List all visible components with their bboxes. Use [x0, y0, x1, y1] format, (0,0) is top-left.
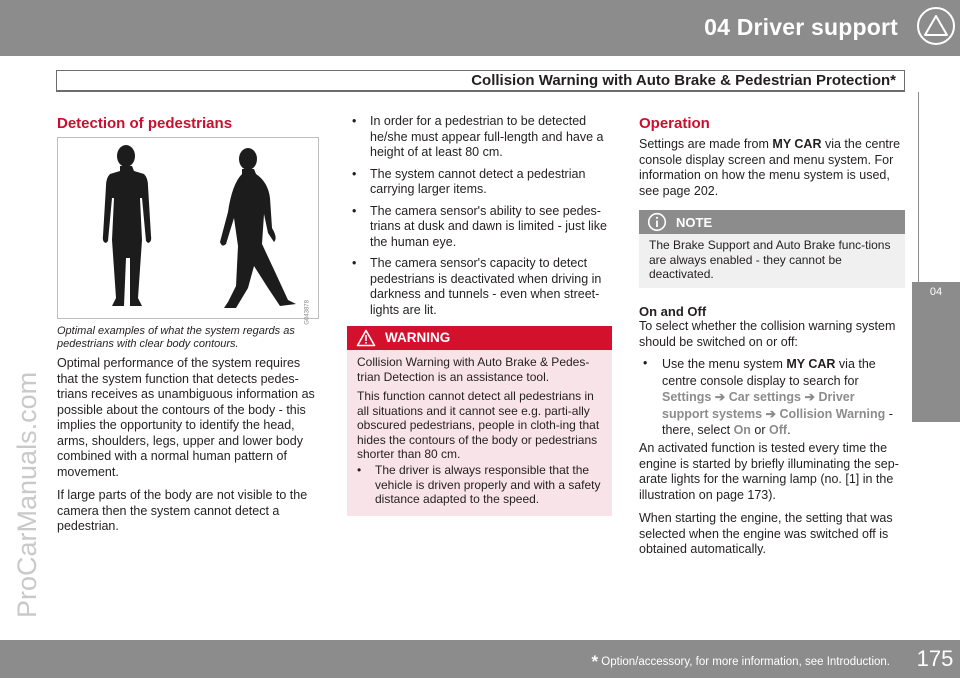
- menu-on: On: [733, 423, 751, 437]
- arrow-right-icon: ➔: [714, 390, 726, 404]
- section-title: Collision Warning with Auto Brake & Pedestrian Protection*: [471, 72, 896, 89]
- menu-support-systems: support systems: [662, 406, 763, 421]
- arrow-right-icon: ➔: [765, 406, 776, 421]
- standing-pedestrian-silhouette: [103, 145, 151, 306]
- instruction-text: there, select: [662, 423, 734, 437]
- info-icon: [647, 212, 667, 232]
- page-number-box: [910, 640, 960, 678]
- walking-pedestrian-silhouette: [220, 148, 296, 308]
- paragraph-operation: [639, 137, 907, 199]
- paragraph-body-not-visible: If large parts of the body are not visible to the camera then the system cannot detect a pedestrian.: [57, 488, 308, 533]
- bullet-marker: •: [643, 356, 648, 370]
- chapter-title: 04 Driver support: [704, 14, 898, 40]
- instruction-text: Use the menu system: [662, 357, 787, 371]
- footer-note-text: Option/accessory, for more information, see Introduction.: [598, 656, 890, 668]
- footer-note: [591, 652, 890, 672]
- list-item: • In order for a pedestrian to be detected he/she must appear full-length and have a height of at least 80 cm.: [348, 114, 614, 161]
- warning-paragraph-assistance: Collision Warning with Auto Brake & Pedes-trian Detection is an assistance tool.: [357, 355, 590, 384]
- list-item: • The system cannot detect a pedestrian carrying larger items.: [348, 167, 614, 198]
- paragraph-on-off-intro: To select whether the collision warning system should be switched on or off:: [639, 319, 896, 349]
- list-item: • The camera sensor's capacity to detect pedestrians is deactivated when driving in darkness and tunnels - even when street-lights are lit.: [348, 256, 614, 318]
- page-number: 175: [916, 646, 954, 671]
- watermark: [8, 218, 48, 618]
- footer-star: *: [591, 652, 599, 671]
- list-item: • The camera sensor's ability to see pedes-trians at dusk and dawn is limited - just like the human eye.: [348, 204, 614, 251]
- section-header: [56, 70, 905, 92]
- paragraph-starting-engine: When starting the engine, the setting that was selected when the engine was switched off is obtained automatically.: [639, 511, 893, 556]
- figure-code: G043878: [305, 300, 311, 325]
- warning-title: WARNING: [385, 330, 451, 345]
- menu-car-settings: Car settings: [728, 390, 802, 404]
- menu-settings: Settings: [662, 390, 712, 404]
- note-text: The Brake Support and Auto Brake func-tions are always enabled - they cannot be deactivated.: [649, 238, 891, 281]
- arrow-right-icon: ➔: [804, 390, 815, 404]
- pedestrian-figure: [57, 137, 319, 325]
- menu-off: Off: [769, 423, 788, 437]
- menu-collision-warning: Collision Warning: [779, 406, 886, 421]
- tab-divider: [918, 92, 919, 282]
- menu-driver: Driver: [818, 390, 855, 404]
- warning-triangle-icon: [919, 9, 953, 43]
- menu-path-instruction: [662, 356, 908, 439]
- operation-text-pre: Settings are made from: [639, 137, 773, 151]
- heading-on-and-off: On and Off: [639, 304, 707, 319]
- warning-bullet-list: [353, 463, 607, 513]
- operation-text-post: via the centre console display screen and menu system. For information on how the menu system is used, see page 202.: [639, 137, 901, 198]
- warning-triangle-icon: [356, 329, 376, 347]
- pedestrian-silhouettes-illustration: [58, 138, 318, 318]
- instruction-text: -: [885, 406, 893, 421]
- chapter-tab-label: 04: [929, 286, 943, 298]
- detection-conditions-list: [348, 114, 614, 324]
- instruction-text: or: [750, 423, 769, 437]
- warning-header: [347, 326, 612, 350]
- heading-detection-of-pedestrians: Detection of pedestrians: [57, 115, 233, 132]
- list-item: • The driver is always responsible that the vehicle is driven properly and with a safety distance adapted to the speed.: [353, 463, 607, 507]
- footer-bar: [0, 640, 910, 678]
- paragraph-function-tested: An activated function is tested every time the engine is started by briefly illuminating the sep-arate lights for the warning lamp (no. [1] in the illustration on page 173).: [639, 441, 899, 502]
- heading-operation: Operation: [639, 115, 710, 132]
- note-title: NOTE: [676, 215, 713, 230]
- my-car-label: MY CAR: [786, 357, 836, 371]
- note-box: [639, 210, 905, 288]
- figure-caption: Optimal examples of what the system regards as pedestrians with clear body contours.: [57, 325, 295, 350]
- instruction-text: via the centre console display to search for: [662, 357, 876, 388]
- chapter-tab[interactable]: [912, 282, 960, 422]
- note-header: [639, 210, 905, 234]
- watermark-text: ProCarManuals.com: [12, 371, 42, 618]
- warning-paragraph-limitations: This function cannot detect all pedestrians in all situations and it cannot see e.g. parti-ally obscured pedestrians, people in cloth-ing that hides the contours of the body or pedestrians shorter than 80 cm.: [357, 389, 600, 461]
- instruction-text: .: [787, 423, 791, 437]
- warning-circle-icon: [917, 7, 955, 45]
- my-car-label: MY CAR: [772, 137, 822, 151]
- paragraph-optimal-performance: Optimal performance of the system requires that the system function that detects pedes-trians receives as unambiguous information as possible about the contours of the body - this implies the opportunity to identify the head, arms, shoulders, legs, upper and lower body combined with a normal human pattern of movement.: [57, 356, 315, 479]
- warning-box: [347, 326, 612, 516]
